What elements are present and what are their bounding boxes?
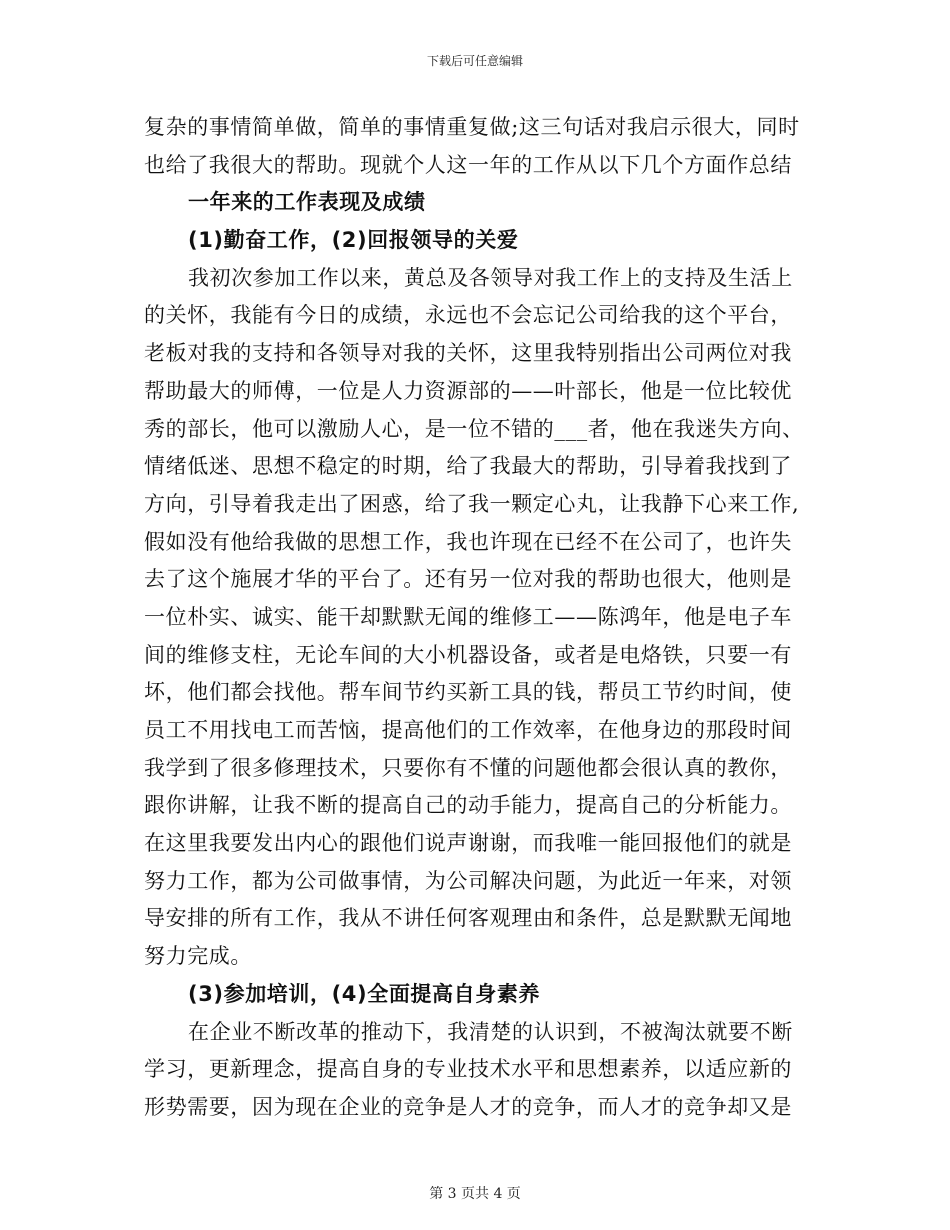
body-line: 间的维修支柱，无论车间的大小机器设备，或者是电烙铁，只要一有 — [144, 642, 792, 667]
body-line: 复杂的事情简单做，简单的事情重复做;这三句话对我启示很大，同时 — [144, 115, 800, 139]
section-heading: (3)参加培训，(4)全面提高自身素养 — [188, 981, 541, 1006]
section-heading: (1)勤奋工作，(2)回报领导的关爱 — [188, 228, 519, 253]
page-header: 下载后可任意编辑 — [426, 54, 523, 68]
body-line: 秀的部长，他可以激励人心，是一位不错的___者，他在我迷失方向、 — [144, 416, 804, 441]
body-line: 去了这个施展才华的平台了。还有另一位对我的帮助也很大，他则是 — [144, 567, 792, 592]
body-line: 一位朴实、诚实、能干却默默无闻的维修工——陈鸿年，他是电子车 — [144, 604, 792, 629]
body-line: 努力完成。 — [144, 944, 252, 969]
body-line: 学习，更新理念，提高自身的专业技术水平和思想素养，以适应新的 — [144, 1057, 792, 1082]
body-line: 假如没有他给我做的思想工作，我也许现在已经不在公司了，也许失 — [144, 529, 792, 554]
body-line: 努力工作，都为公司做事情，为公司解决问题，为此近一年来，对领 — [144, 868, 792, 893]
body-line: 方向，引导着我走出了困惑，给了我一颗定心丸，让我静下心来工作, — [144, 491, 800, 516]
body-line: 导安排的所有工作，我从不讲任何客观理由和条件，总是默默无闻地 — [144, 906, 792, 931]
body-line: 跟你讲解，让我不断的提高自己的动手能力，提高自己的分析能力。 — [144, 793, 792, 818]
body-line: 形势需要，因为现在企业的竞争是人才的竞争，而人才的竞争却又是 — [144, 1094, 792, 1119]
body-line: 帮助最大的师傅，一位是人力资源部的——叶部长，他是一位比较优 — [144, 378, 792, 403]
page-footer: 第 3 页共 4 页 — [429, 1186, 521, 1202]
body-line: 老板对我的支持和各领导对我的关怀，这里我特别指出公司两位对我 — [144, 341, 792, 366]
body-line: 我学到了很多修理技术，只要你有不懂的问题他都会很认真的教你， — [144, 755, 792, 780]
paragraph-first-line: 在企业不断改革的推动下，我清楚的认识到，不被淘汰就要不断 — [188, 1019, 793, 1044]
body-line: 在这里我要发出内心的跟他们说声谢谢，而我唯一能回报他们的就是 — [144, 831, 792, 856]
body-line: 坏，他们都会找他。帮车间节约买新工具的钱，帮员工节约时间，使 — [144, 680, 792, 705]
body-line: 员工不用找电工而苦恼，提高他们的工作效率，在他身边的那段时间 — [144, 718, 792, 742]
document-body — [144, 109, 814, 1127]
section-heading: 一年来的工作表现及成绩 — [188, 190, 426, 215]
body-line: 情绪低迷、思想不稳定的时期，给了我最大的帮助，引导着我找到了 — [144, 454, 792, 479]
paragraph-first-line: 我初次参加工作以来，黄总及各领导对我工作上的支持及生活上 — [188, 265, 793, 290]
body-line: 的关怀，我能有今日的成绩，永远也不会忘记公司给我的这个平台， — [144, 303, 792, 328]
body-line: 也给了我很大的帮助。现就个人这一年的工作从以下几个方面作总结 — [144, 152, 792, 177]
